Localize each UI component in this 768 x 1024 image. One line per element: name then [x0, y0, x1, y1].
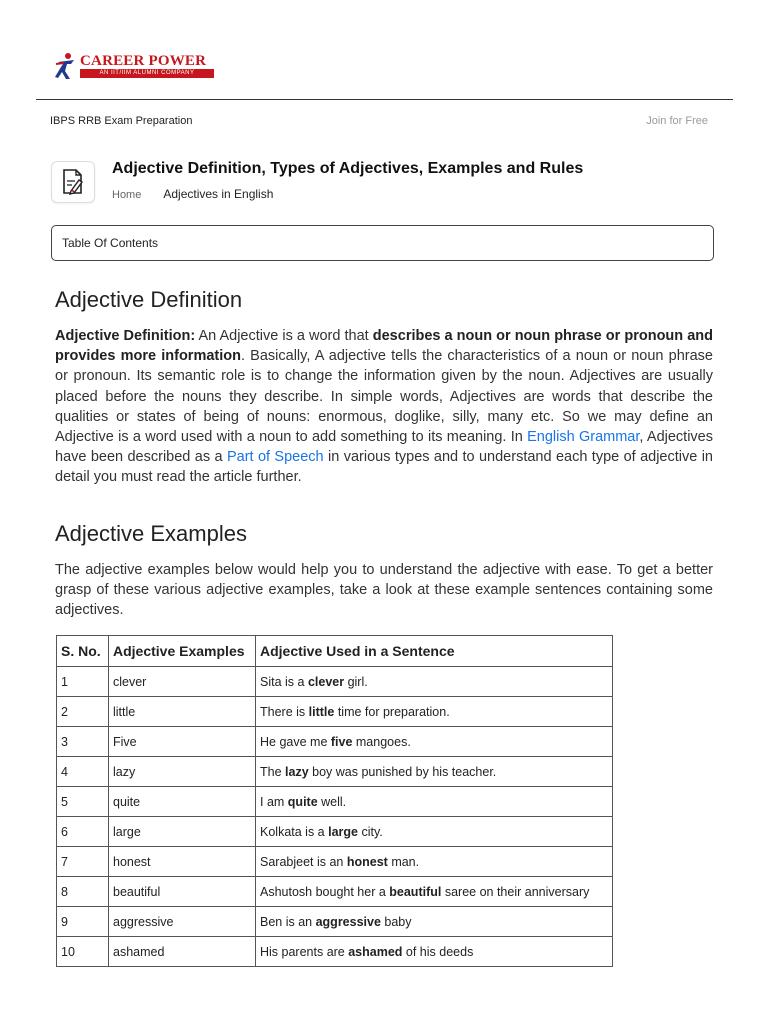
- definition-paragraph: [55, 326, 713, 488]
- breadcrumb: [112, 187, 273, 201]
- cell-sno: 7: [57, 847, 109, 877]
- section-heading-examples: Adjective Examples: [55, 521, 247, 546]
- cell-adjective: little: [109, 697, 256, 727]
- cell-sentence: [256, 727, 613, 757]
- section-heading-definition: Adjective Definition: [55, 287, 243, 312]
- table-row: [57, 697, 613, 727]
- breadcrumb-current[interactable]: Adjectives in English: [163, 187, 274, 201]
- sentence-text: Sarabjeet is an: [260, 854, 347, 869]
- sentence-text: saree on their anniversary: [441, 884, 590, 899]
- text-segment: in various types and to understand each type of adjective in detail you must read the article further.: [55, 449, 714, 486]
- sentence-text: I am: [260, 794, 288, 809]
- table-row: [57, 877, 613, 907]
- cell-sentence: [256, 817, 613, 847]
- cell-adjective: quite: [109, 787, 256, 817]
- table-row: [57, 847, 613, 877]
- english-grammar-link[interactable]: English Grammar: [527, 429, 640, 446]
- cell-sno: 6: [57, 817, 109, 847]
- table-row: [57, 667, 613, 697]
- sentence-text: of his deeds: [402, 944, 474, 959]
- page-icon-box: [51, 161, 95, 203]
- sentence-text: mangoes.: [352, 734, 411, 749]
- cell-sno: 10: [57, 937, 109, 967]
- cell-sno: 5: [57, 787, 109, 817]
- table-row: [57, 907, 613, 937]
- cell-sno: 1: [57, 667, 109, 697]
- cell-adjective: lazy: [109, 757, 256, 787]
- sentence-text: man.: [387, 854, 420, 869]
- text-segment: An Adjective is a word that: [195, 328, 373, 344]
- cell-adjective: large: [109, 817, 256, 847]
- col-header-adjective: Adjective Examples: [109, 636, 256, 667]
- runner-logo-icon: [54, 52, 78, 80]
- breadcrumb-home[interactable]: Home: [112, 189, 142, 201]
- table-row: [57, 727, 613, 757]
- cell-sentence: [256, 697, 613, 727]
- sentence-text: time for preparation.: [334, 704, 450, 719]
- sentence-adjective: ashamed: [348, 944, 403, 959]
- cell-sentence: [256, 907, 613, 937]
- table-row: [57, 757, 613, 787]
- category-link[interactable]: IBPS RRB Exam Preparation: [50, 115, 193, 127]
- sentence-text: Kolkata is a: [260, 824, 329, 839]
- definition-lead: Adjective Definition:: [55, 328, 196, 344]
- sentence-text: Ben is an: [260, 914, 316, 929]
- sentence-text: city.: [357, 824, 383, 839]
- sentence-adjective: aggressive: [315, 914, 381, 929]
- sentence-text: The: [260, 764, 286, 779]
- brand-name: CAREER POWER: [80, 53, 207, 69]
- part-of-speech-link[interactable]: Part of Speech: [226, 449, 324, 466]
- text-segment: . Basically, A adjective tells the characteristics of a noun or noun phrase or pronoun. Its semantic role is to change the information given by the noun. Adjectives are usually placed before the nouns they describe. In simple words, Adjectives are words that describe the qualities or states of being of nouns: enormous, doglike, silly, many etc. So we may define an Adjective is a word used with a noun to add something to its meaning. In: [55, 348, 714, 446]
- sentence-adjective: beautiful: [389, 884, 442, 899]
- sentence-adjective: five: [330, 734, 353, 749]
- cell-adjective: clever: [109, 667, 256, 697]
- sentence-text: His parents are: [260, 944, 349, 959]
- adjective-examples-table: [56, 635, 613, 967]
- table-row: [57, 937, 613, 967]
- cell-adjective: Five: [109, 727, 256, 757]
- brand-tagline: AN IIT/IIM ALUMNI COMPANY: [80, 69, 214, 78]
- bold-segment: describes a noun or noun phrase or pronoun and provides more information: [55, 328, 713, 365]
- examples-intro: The adjective examples below would help you to understand the adjective with ease. To get a better grasp of these various adjective examples, take a look at these example sentences containing some adjectives.: [55, 562, 713, 619]
- sentence-text: boy was punished by his teacher.: [308, 764, 497, 779]
- sentence-adjective: little: [308, 704, 335, 719]
- sentence-adjective: clever: [307, 674, 345, 689]
- sentence-text: There is: [260, 704, 309, 719]
- cell-sentence: [256, 787, 613, 817]
- sentence-text: girl.: [344, 674, 368, 689]
- cell-adjective: beautiful: [109, 877, 256, 907]
- cell-sno: 3: [57, 727, 109, 757]
- sentence-text: well.: [317, 794, 347, 809]
- cell-sentence: [256, 757, 613, 787]
- cell-sentence: [256, 667, 613, 697]
- cell-sentence: [256, 847, 613, 877]
- cell-sno: 2: [57, 697, 109, 727]
- cell-sno: 4: [57, 757, 109, 787]
- table-header-row: [57, 636, 613, 667]
- cell-adjective: honest: [109, 847, 256, 877]
- sentence-text: Ashutosh bought her a: [260, 884, 390, 899]
- sentence-adjective: lazy: [285, 764, 309, 779]
- cell-sno: 9: [57, 907, 109, 937]
- table-of-contents-toggle[interactable]: Table Of Contents: [51, 225, 714, 261]
- sentence-text: baby: [380, 914, 412, 929]
- cell-sno: 8: [57, 877, 109, 907]
- col-header-sno: S. No.: [57, 636, 109, 667]
- text-segment: , Adjectives have been described as a: [55, 429, 713, 466]
- join-for-free-link[interactable]: Join for Free: [646, 115, 708, 127]
- cell-sentence: [256, 877, 613, 907]
- cell-sentence: [256, 937, 613, 967]
- document-edit-icon: [60, 168, 86, 196]
- header-divider: [36, 99, 733, 100]
- cell-adjective: ashamed: [109, 937, 256, 967]
- table-row: [57, 817, 613, 847]
- col-header-sentence: Adjective Used in a Sentence: [256, 636, 613, 667]
- sentence-text: He gave me: [260, 734, 331, 749]
- cell-adjective: aggressive: [109, 907, 256, 937]
- career-power-logo[interactable]: [54, 52, 216, 80]
- sentence-text: Sita is a: [260, 674, 308, 689]
- sentence-adjective: quite: [287, 794, 318, 809]
- sentence-adjective: large: [328, 824, 358, 839]
- page-title: Adjective Definition, Types of Adjectives, Examples and Rules: [112, 160, 584, 177]
- sentence-adjective: honest: [346, 854, 388, 869]
- table-row: [57, 787, 613, 817]
